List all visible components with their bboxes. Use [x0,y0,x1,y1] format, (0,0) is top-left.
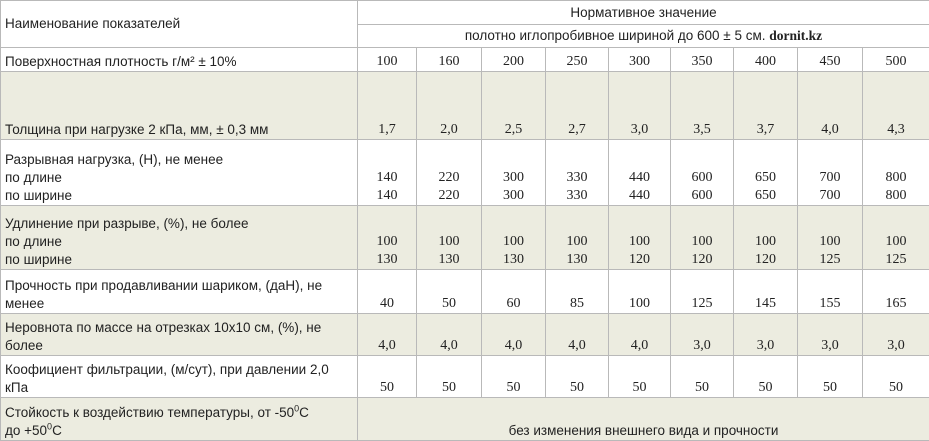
value-cell [863,356,929,398]
row-label-line: по длине [5,233,353,251]
row-label-line: Коофициент фильтрации, (м/сут), при давлении 2,0 [5,361,353,379]
value-text: 200 [486,53,541,71]
label-superscript: 0 [47,422,52,432]
value-text: 450 [802,53,858,71]
value-text: 130 [421,251,477,269]
row-label [1,140,358,206]
table-row [1,356,929,398]
value-text: 100 [486,233,541,251]
value-cell [863,72,929,140]
value-cell [734,314,798,356]
value-text: 800 [867,169,925,187]
value-cell [417,314,482,356]
value-cell [609,140,671,206]
row-label [1,270,358,314]
value-text: 50 [486,379,541,397]
value-text: 700 [802,187,858,205]
row-label [1,314,358,356]
value-cell [734,72,798,140]
value-cell [671,140,734,206]
header-subtitle [358,25,929,48]
value-text: 100 [362,53,412,71]
value-cell [798,270,863,314]
value-text: 130 [550,251,604,269]
header-norm-title: Нормативное значение [358,1,929,25]
value-text: 130 [362,251,412,269]
value-text: 4,0 [486,337,541,355]
value-cell [482,140,546,206]
value-text: 4,3 [867,121,925,139]
value-cell [671,48,734,72]
value-cell [546,356,609,398]
value-text: 220 [421,169,477,187]
value-cell [863,206,929,270]
value-cell [734,48,798,72]
value-text: 2,0 [421,121,477,139]
value-text: 140 [362,187,412,205]
value-cell [546,314,609,356]
value-text: 220 [421,187,477,205]
value-cell [417,356,482,398]
value-text: 250 [550,53,604,71]
row-label-line [5,422,353,440]
value-cell [671,72,734,140]
value-cell [546,206,609,270]
value-text: 50 [362,379,412,397]
value-text: 600 [675,169,729,187]
value-cell [609,270,671,314]
value-cell [798,72,863,140]
value-text: 600 [675,187,729,205]
value-text: 50 [421,379,477,397]
value-text: 120 [613,251,666,269]
value-text: 85 [550,295,604,313]
brand-link[interactable]: dornit.kz [769,28,822,43]
value-cell [482,72,546,140]
value-cell [546,140,609,206]
value-text: 300 [486,187,541,205]
value-text: 160 [421,53,477,71]
value-cell [417,270,482,314]
value-text: 800 [867,187,925,205]
row-label-line: по ширине [5,187,353,205]
row-label [1,72,358,140]
value-text: 400 [738,53,793,71]
value-cell [671,356,734,398]
row-label-line [5,404,353,422]
value-text: 700 [802,169,858,187]
value-text: 100 [613,295,666,313]
value-cell [609,48,671,72]
label-superscript: 0 [294,404,299,414]
table-row [1,314,929,356]
value-cell [609,356,671,398]
label-text: до +50 [5,423,47,438]
value-cell [482,356,546,398]
value-text: 4,0 [613,337,666,355]
value-cell [358,270,417,314]
value-cell [734,356,798,398]
row-label [1,398,358,441]
row-label-line: менее [5,295,353,313]
value-text: 3,0 [613,121,666,139]
label-text: С [52,423,62,438]
value-cell [358,48,417,72]
value-cell [798,140,863,206]
value-text: 4,0 [802,121,858,139]
value-cell [734,270,798,314]
value-cell [358,356,417,398]
label-text: Стойкость к воздействию температуры, от -50 [5,405,294,420]
value-text: 3,0 [675,337,729,355]
value-cell [358,140,417,206]
value-text: 2,7 [550,121,604,139]
value-text: 3,0 [867,337,925,355]
value-text: 4,0 [362,337,412,355]
row-label-line: Прочность при продавливании шариком, (даН), не [5,277,353,295]
table-row [1,72,929,140]
value-cell [609,72,671,140]
value-text: 120 [738,251,793,269]
value-text: 100 [613,233,666,251]
value-text: 100 [675,233,729,251]
value-text: 300 [613,53,666,71]
row-label [1,356,358,398]
value-text: 3,0 [738,337,793,355]
header-name-column: Наименование показателей [1,1,358,48]
value-cell [482,270,546,314]
value-text: 50 [675,379,729,397]
value-cell [863,314,929,356]
value-cell [798,356,863,398]
value-text: 300 [486,169,541,187]
row-label [1,48,358,72]
value-cell [863,140,929,206]
value-cell [358,72,417,140]
value-cell [798,206,863,270]
value-text: 330 [550,169,604,187]
value-cell [671,270,734,314]
value-cell [546,72,609,140]
value-text: 50 [421,295,477,313]
row-label-line: по ширине [5,251,353,269]
value-cell [863,270,929,314]
table-row [1,398,929,441]
value-text: 50 [802,379,858,397]
value-cell [734,206,798,270]
value-cell [417,206,482,270]
table-row [1,140,929,206]
value-cell [546,48,609,72]
value-cell [671,314,734,356]
row-label-line: Поверхностная плотность г/м² ± 10% [5,53,353,71]
value-cell [798,314,863,356]
value-text: 1,7 [362,121,412,139]
value-text: 60 [486,295,541,313]
value-text: 140 [362,169,412,187]
value-text: 3,5 [675,121,729,139]
value-text: 100 [550,233,604,251]
value-text: 100 [738,233,793,251]
value-text: 125 [867,251,925,269]
value-text: 120 [675,251,729,269]
value-text: 100 [362,233,412,251]
value-cell [546,270,609,314]
table-row [1,206,929,270]
value-text: 100 [421,233,477,251]
value-text: 50 [738,379,793,397]
row-label-line: Разрывная нагрузка, (Н), не менее [5,151,353,169]
value-text: 125 [675,295,729,313]
row-label-line: по длине [5,169,353,187]
value-cell [671,206,734,270]
value-text: 440 [613,187,666,205]
value-text: 145 [738,295,793,313]
value-text: 650 [738,187,793,205]
table-row [1,48,929,72]
value-text: 155 [802,295,858,313]
value-text: 350 [675,53,729,71]
value-text: 650 [738,169,793,187]
value-text: 4,0 [421,337,477,355]
value-text: 2,5 [486,121,541,139]
row-label-line: Толщина при нагрузке 2 кПа, мм, ± 0,3 мм [5,121,353,139]
value-cell [482,206,546,270]
row-label-line: более [5,337,353,355]
value-text: 330 [550,187,604,205]
value-text: 4,0 [550,337,604,355]
row-label-line: Неровнота по массе на отрезках 10х10 см, (%), не [5,319,353,337]
value-text: 40 [362,295,412,313]
value-cell [417,72,482,140]
value-text: 50 [550,379,604,397]
value-text: 100 [802,233,858,251]
value-cell [417,48,482,72]
row-label-line: кПа [5,379,353,397]
row-label-line: Удлинение при разрыве, (%), не более [5,215,353,233]
value-cell [609,314,671,356]
value-text: 3,7 [738,121,793,139]
value-text: 130 [486,251,541,269]
value-cell [358,206,417,270]
value-text: 100 [867,233,925,251]
row-label [1,206,358,270]
value-text: 50 [613,379,666,397]
value-cell [863,48,929,72]
value-text: 50 [867,379,925,397]
value-text: 500 [867,53,925,71]
value-text: 165 [867,295,925,313]
value-cell [609,206,671,270]
value-text: 440 [613,169,666,187]
value-cell [482,314,546,356]
value-cell [798,48,863,72]
value-text: 125 [802,251,858,269]
value-cell [417,140,482,206]
value-cell [358,314,417,356]
value-cell [482,48,546,72]
value-cell [734,140,798,206]
subtitle-text: полотно иглопробивное шириной до 600 ± 5 см. [465,28,769,43]
label-text: С [299,405,309,420]
table-row [1,270,929,314]
value-text: 3,0 [802,337,858,355]
merged-value-cell: без изменения внешнего вида и прочности [358,398,929,441]
